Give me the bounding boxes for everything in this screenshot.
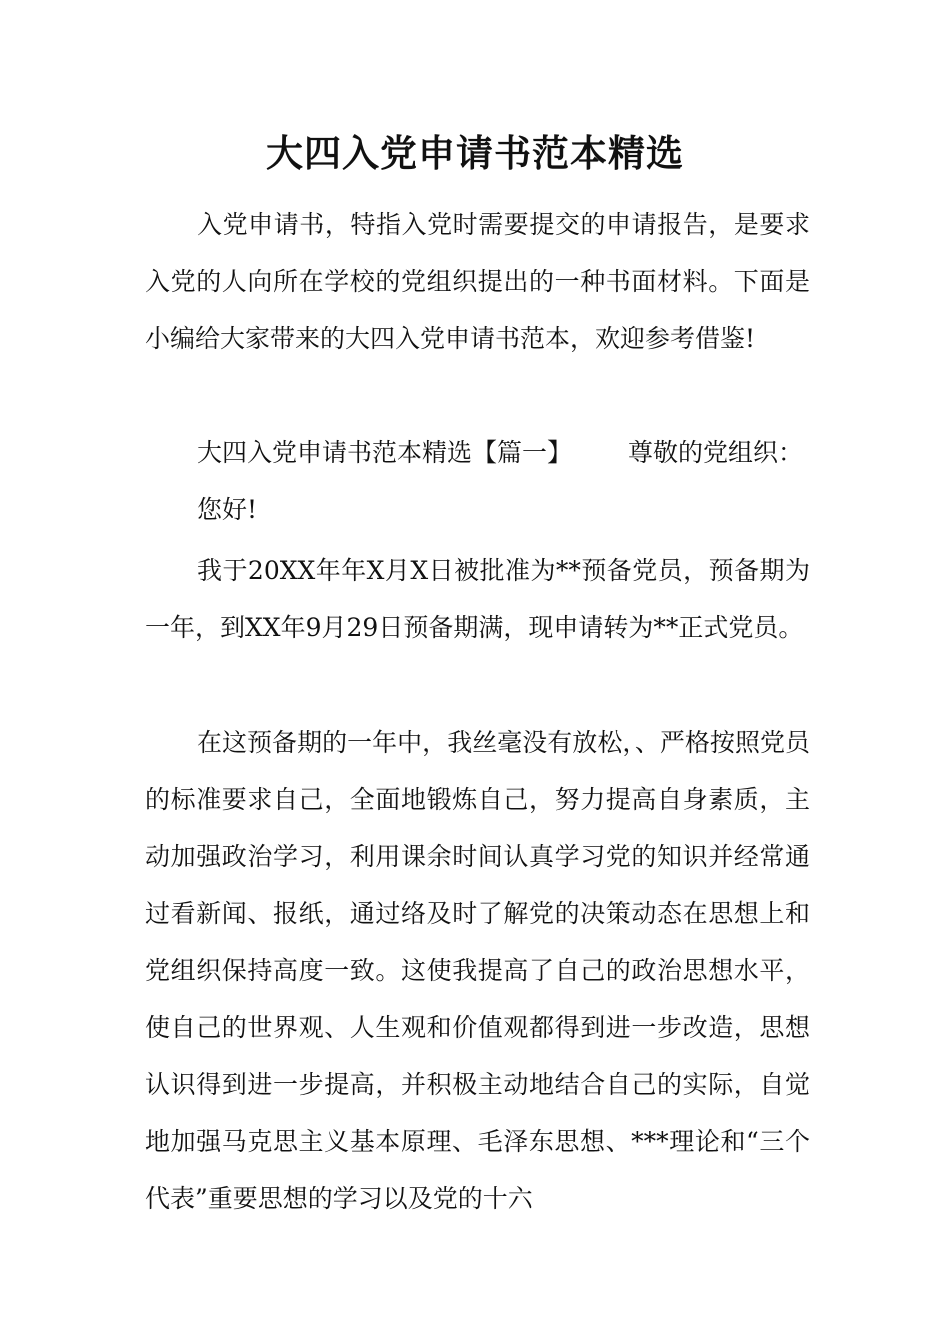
body-paragraph: 在这预备期的一年中，我丝毫没有放松，、严格按照党员的标准要求自己，全面地锻炼自己，努力提高自身素质，主动加强政治学习，利用课余时间认真学习党的知识并经常通过看新闻、报纸，通过络及时了解党的决策动态在思想上和党组织保持高度一致。这使我提高了自己的政治思想水平，使自己的世界观、人生观和价值观都得到进一步改造，思想认识得到进一步提高，并积极主动地结合自己的实际，自觉地加强马克思主义基本原理、毛泽东思想、***理论和“三个代表”重要思想的学习以及党的十六	[145, 728, 810, 1213]
greeting: 您好!	[197, 495, 258, 524]
body-paragraph: 我于20XX年年X月X日被批准为**预备党员，预备期为一年，到XX年9月29日预备期满，现申请转为**正式党员。	[145, 556, 810, 642]
intro-paragraph: 入党申请书，特指入党时需要提交的申请报告，是要求入党的人向所在学校的党组织提出的一种书面材料。下面是小编给大家带来的大四入党申请书范本，欢迎参考借鉴!	[145, 210, 810, 353]
section-heading: 大四入党申请书范本精选【篇一】	[197, 438, 573, 467]
document-title: 大四入党申请书范本精选	[266, 131, 684, 175]
salutation: 尊敬的党组织：	[628, 438, 804, 467]
section-heading-line	[145, 424, 810, 481]
